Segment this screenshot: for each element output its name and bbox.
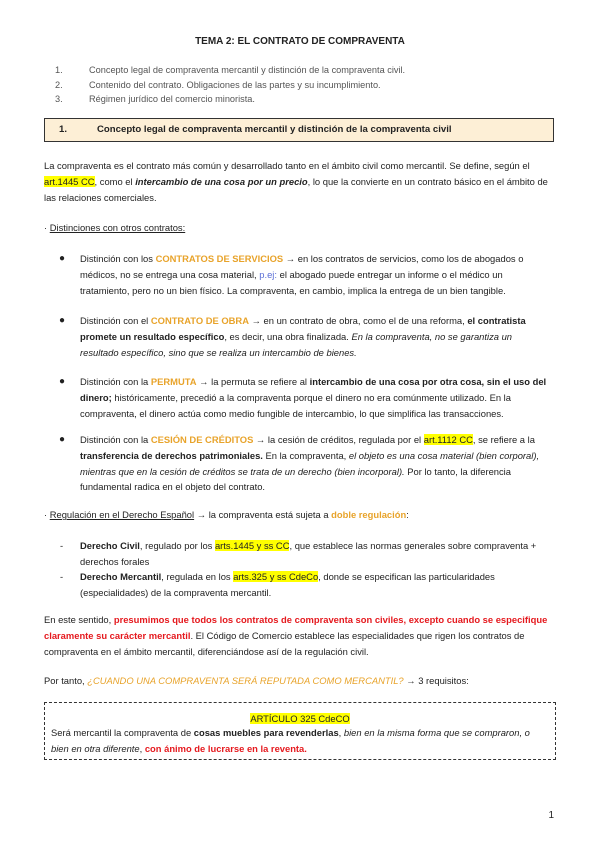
- regulation-heading: · Regulación en el Derecho Español → la compraventa está sujeta a doble regulación:: [44, 509, 409, 520]
- dash-marker: -: [60, 571, 64, 582]
- intro-paragraph: La compraventa es el contrato más común y desarrollado tanto en el ámbito civil como mercantil. Se define, según el art.1445 CC, como el intercambio de una cosa por un precio, lo que la convierte en un contrato básico en el ámbito de las relaciones comerciales.: [44, 160, 548, 203]
- question-line: Por tanto, ¿CUANDO UNA COMPRAVENTA SERÁ REPUTADA COMO MERCANTIL? → 3 requisitos:: [44, 675, 469, 686]
- presumption-paragraph: En este sentido, presumimos que todos los contratos de compraventa son civiles, excepto cuando se especifique claramente su carácter mercantil. El Código de Comercio establece las especialidades que rigen los contratos de compraventa en el ámbito mercantil, diferenciándose así de la regulación civil.: [44, 614, 548, 657]
- bullet-icon: ●: [59, 434, 66, 445]
- bullet-barter: ● Distinción con la PERMUTA → la permuta se refiere al intercambio de una cosa por otra cosa, sin el uso del dinero; históricamente, precedió a la compraventa porque el dinero no era comúnmente utilizado. En la compraventa, el dinero actúa como medio fungible de intercambio, lo que simplifica las transacciones.: [59, 376, 547, 419]
- article-box: [44, 702, 556, 760]
- article-text: Será mercantil la compraventa de cosas muebles para revenderlas, bien en la misma forma que se compraron, o bien en otra diferente, con ánimo de lucrarse en la reventa.: [51, 727, 530, 754]
- page-title: TEMA 2: EL CONTRATO DE COMPRAVENTA: [195, 36, 405, 47]
- bullet-icon: ●: [59, 376, 66, 387]
- article-title: ARTÍCULO 325 CdeCO: [250, 713, 350, 724]
- dash-marker: -: [60, 540, 64, 551]
- bullet-icon: ●: [59, 253, 66, 264]
- dash-item-civil: - Derecho Civil, regulado por los arts.1445 y ss CC, que establece las normas generales sobre compraventa + derechos forales: [60, 540, 537, 567]
- section-heading: 1. Concepto legal de compraventa mercantil y distinción de la compraventa civil: [44, 118, 554, 142]
- bullet-services: ● Distinción con los CONTRATOS DE SERVICIOS → en los contratos de servicios, como los de abogados o médicos, no se entrega una cosa material, p.ej: el abogado puede entregar un informe o el médico un tratamiento, pero no un bien físico. La compraventa, en cambio, implica la entrega de un bien tangible.: [59, 253, 524, 296]
- toc-item: 2. Contenido del contrato. Obligaciones de las partes y su incumplimiento.: [55, 79, 381, 90]
- distinctions-heading: · Distinciones con otros contratos:: [44, 222, 186, 233]
- page-number: 1: [548, 810, 554, 821]
- bullet-icon: ●: [59, 315, 66, 326]
- table-of-contents: [55, 63, 555, 107]
- bullet-work-contract: ● Distinción con el CONTRATO DE OBRA → en un contrato de obra, como el de una reforma, el contratista promete un resultado específico, es decir, una obra finalizada. En la compraventa, no se garantiza un resultado específico, sino que se realiza un intercambio de bienes.: [59, 315, 526, 358]
- dash-item-mercantile: - Derecho Mercantil, regulada en los arts.325 y ss CdeCo, donde se especifican las particularidades (especialidades) de la compraventa mercantil.: [60, 571, 495, 598]
- bullet-credit-assignment: ● Distinción con la CESIÓN DE CRÉDITOS → la cesión de créditos, regulada por el art.1112 CC, se refiere a la transferencia de derechos patrimoniales. En la compraventa, el objeto es una cosa material (bien corporal), mientras que en la cesión de créditos se trata de un derecho (bien incorporal). Por lo tanto, la diferencia fundamental radica en el objeto del contrato.: [59, 434, 540, 493]
- toc-item: 3. Régimen jurídico del comercio minorista.: [55, 94, 255, 105]
- toc-item: 1. Concepto legal de compraventa mercantil y distinción de la compraventa civil.: [55, 65, 406, 75]
